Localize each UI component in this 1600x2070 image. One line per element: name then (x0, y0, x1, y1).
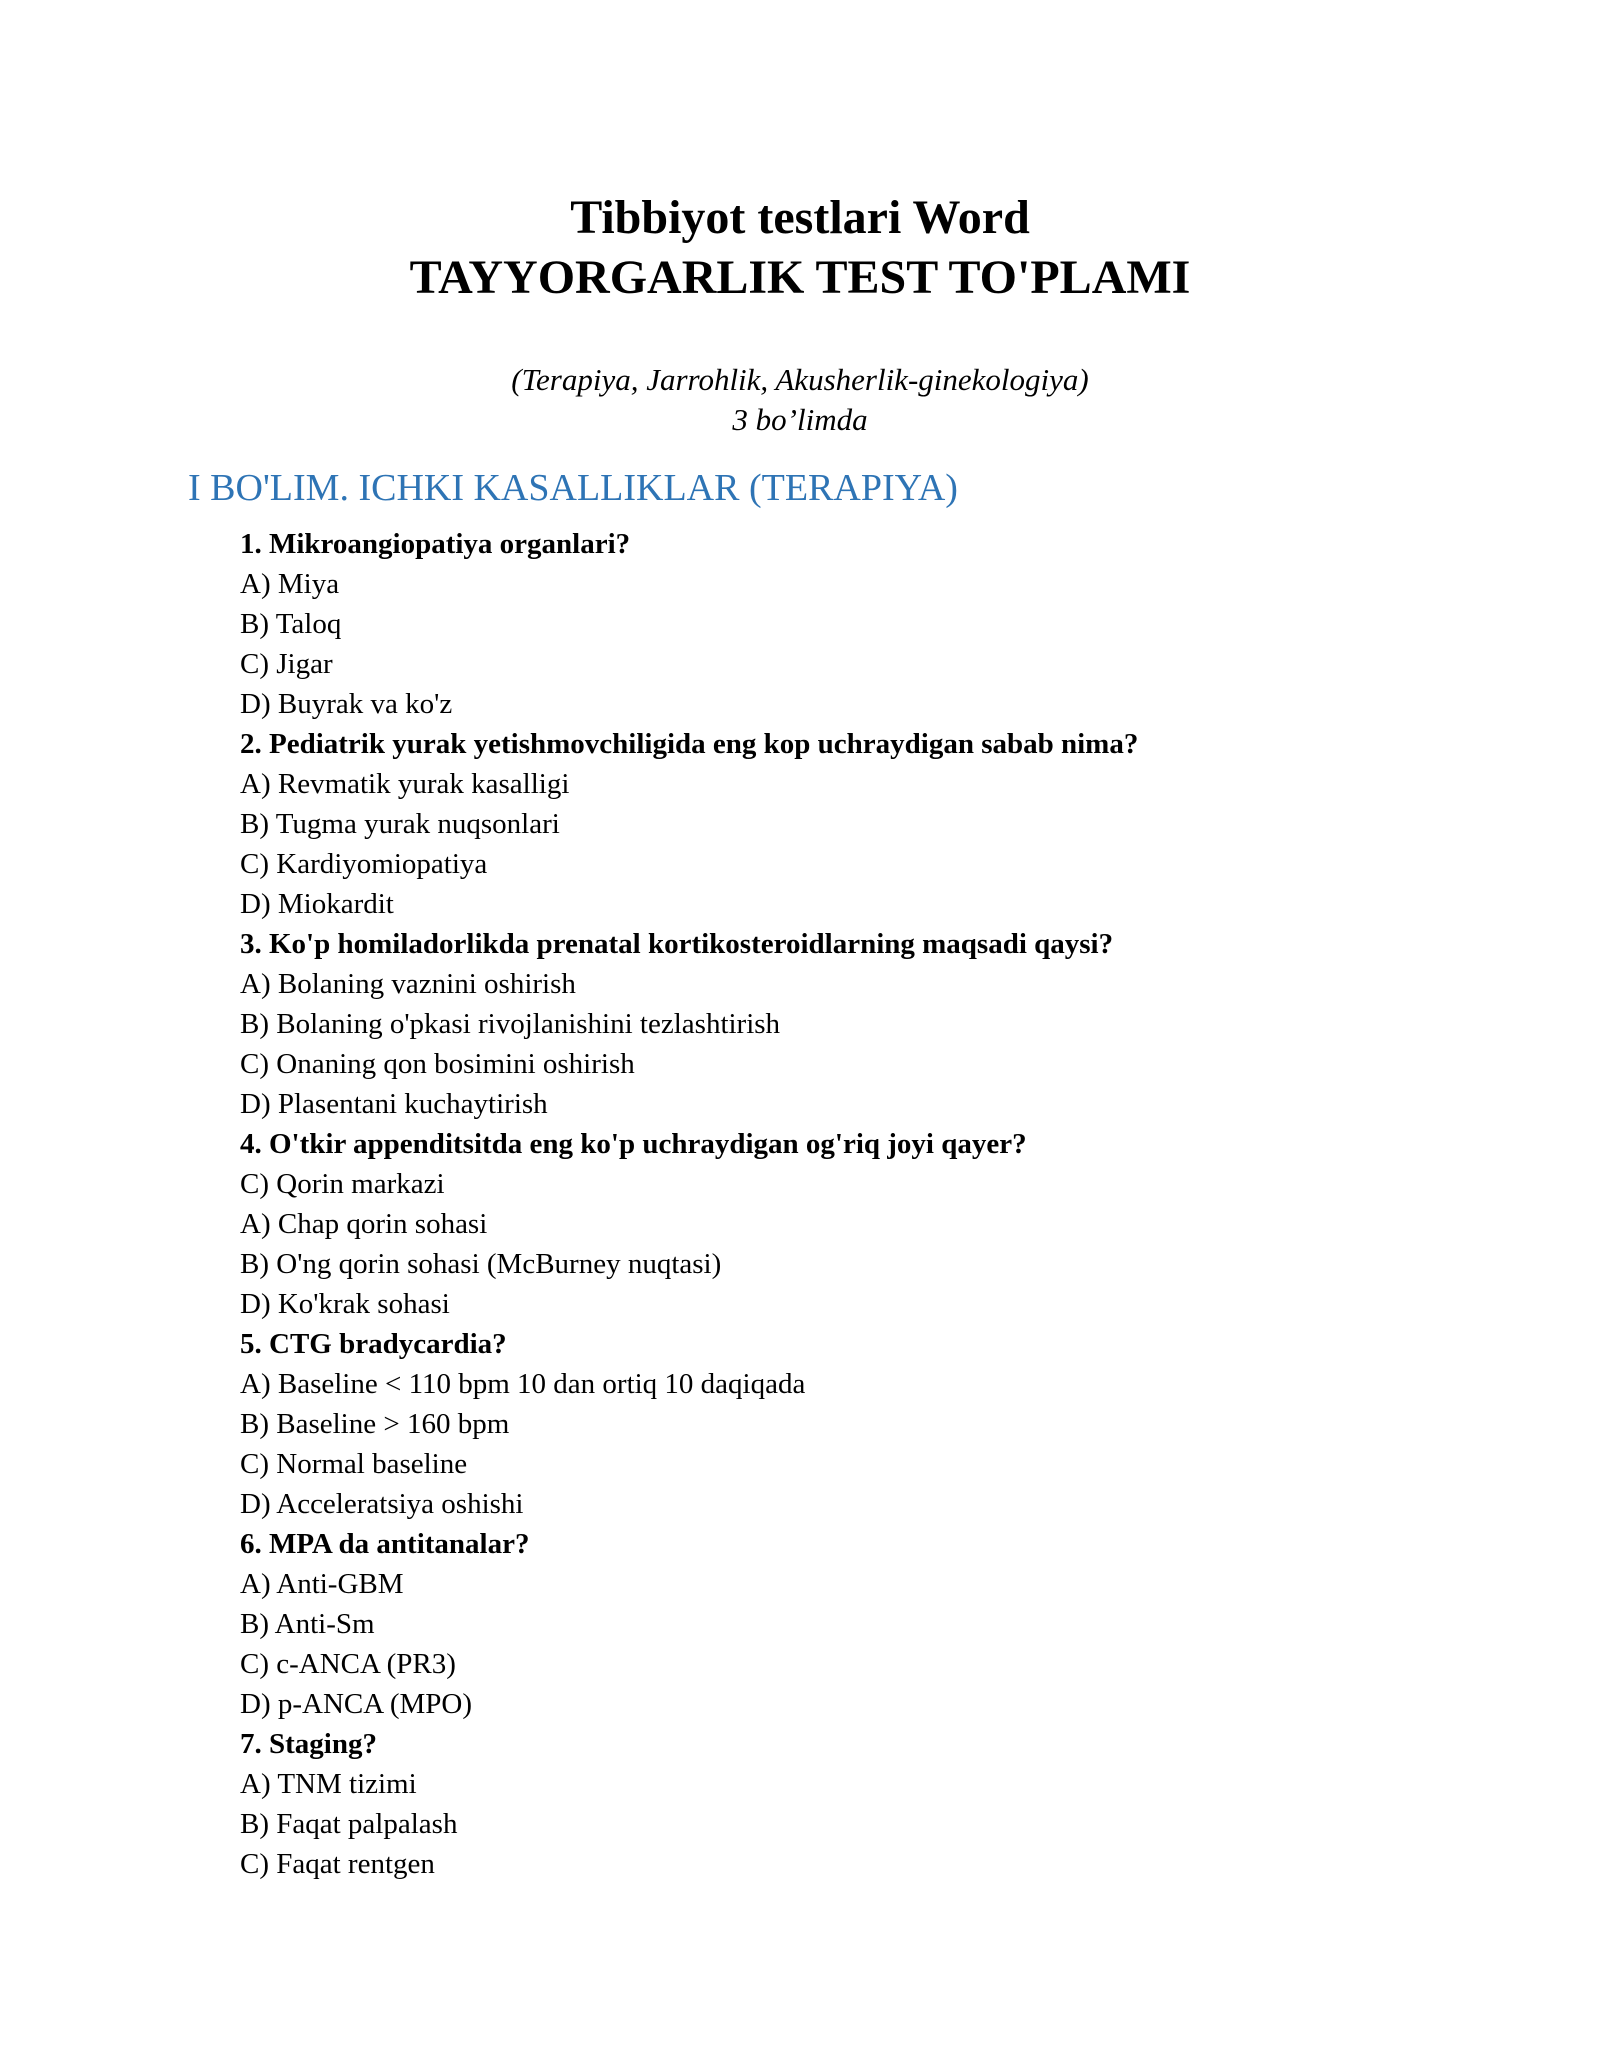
section-heading: I BO'LIM. ICHKI KASALLIKLAR (TERAPIYA) (188, 467, 958, 509)
answer-option: B) Faqat palpalash (240, 1808, 458, 1840)
answer-option: C) Jigar (240, 648, 333, 680)
question-text: 7. Staging? (240, 1728, 377, 1760)
question-list (240, 524, 1440, 1884)
answer-option: B) Tugma yurak nuqsonlari (240, 808, 560, 840)
answer-option: A) Anti-GBM (240, 1568, 404, 1600)
question-text: 5. CTG bradycardia? (240, 1328, 507, 1360)
question-text: 2. Pediatrik yurak yetishmovchiligida eng kop uchraydigan sabab nima? (240, 728, 1139, 760)
answer-option: C) Kardiyomiopatiya (240, 848, 488, 880)
answer-option: C) c-ANCA (PR3) (240, 1648, 456, 1680)
answer-option: C) Qorin markazi (240, 1168, 445, 1200)
answer-option: D) p-ANCA (MPO) (240, 1688, 472, 1720)
document-subtitle-heading: TAYYORGARLIK TEST TO'PLAMI (409, 251, 1191, 304)
answer-option: A) Miya (240, 568, 340, 600)
document-title: Tibbiyot testlari Word (570, 191, 1030, 244)
section-count: 3 bo’limda (732, 402, 868, 437)
title-block (0, 188, 1600, 308)
answer-option: A) Chap qorin sohasi (240, 1208, 488, 1240)
answer-option: D) Buyrak va ko'z (240, 688, 453, 720)
question-text: 3. Ko'p homiladorlikda prenatal kortikosteroidlarning maqsadi qaysi? (240, 928, 1114, 960)
answer-option: B) Taloq (240, 608, 342, 640)
answer-option: C) Onaning qon bosimini oshirish (240, 1048, 635, 1080)
answer-option: B) Baseline > 160 bpm (240, 1408, 510, 1440)
answer-option: D) Miokardit (240, 888, 394, 920)
answer-option: B) Anti-Sm (240, 1608, 375, 1640)
subtitle-block (0, 360, 1600, 440)
subject-list: (Terapiya, Jarrohlik, Akusherlik-ginekologiya) (511, 362, 1089, 397)
answer-option: B) O'ng qorin sohasi (McBurney nuqtasi) (240, 1248, 722, 1280)
answer-option: A) Revmatik yurak kasalligi (240, 768, 570, 800)
question-text: 4. O'tkir appenditsitda eng ko'p uchraydigan og'riq joyi qayer? (240, 1128, 1027, 1160)
answer-option: A) TNM tizimi (240, 1768, 417, 1800)
answer-option: B) Bolaning o'pkasi rivojlanishini tezlashtirish (240, 1008, 781, 1040)
answer-option: D) Ko'krak sohasi (240, 1288, 450, 1320)
answer-option: A) Baseline < 110 bpm 10 dan ortiq 10 daqiqada (240, 1368, 806, 1400)
question-text: 1. Mikroangiopatiya organlari? (240, 528, 631, 560)
answer-option: C) Faqat rentgen (240, 1848, 435, 1880)
answer-option: A) Bolaning vaznini oshirish (240, 968, 576, 1000)
answer-option: D) Acceleratsiya oshishi (240, 1488, 524, 1520)
question-text: 6. MPA da antitanalar? (240, 1528, 530, 1560)
answer-option: D) Plasentani kuchaytirish (240, 1088, 548, 1120)
answer-option: C) Normal baseline (240, 1448, 468, 1480)
